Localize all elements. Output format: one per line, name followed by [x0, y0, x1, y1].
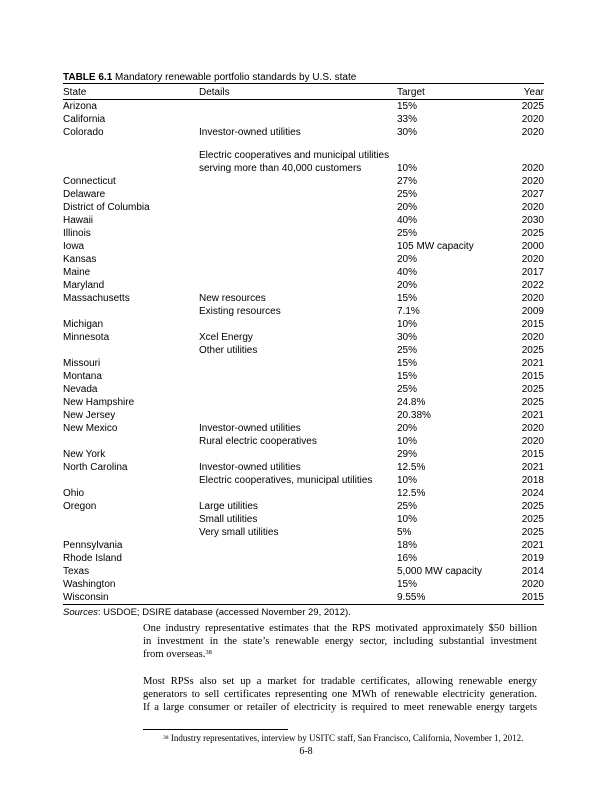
cell-details [199, 227, 397, 240]
table-row [63, 487, 544, 500]
cell-target: 10% [397, 475, 418, 486]
table-row [63, 253, 544, 266]
cell-year: 2019 [521, 553, 544, 564]
cell-state: District of Columbia [63, 202, 150, 213]
cell-state: Kansas [63, 254, 97, 265]
cell-target: 25% [397, 345, 418, 356]
table-row [63, 201, 544, 214]
table-row [63, 552, 544, 565]
cell-target: 33% [397, 114, 418, 125]
text-line: in investment in the state’s renewable energy sector, including substantial investment [143, 636, 537, 648]
cell-state [63, 344, 199, 357]
cell-state [63, 474, 199, 487]
cell-details [199, 591, 397, 605]
table-sources [63, 607, 544, 619]
text-line: Most RPSs also set up a market for tradable certificates, allowing renewable energy [143, 675, 537, 687]
cell-state: Ohio [63, 488, 85, 499]
cell-year: 2018 [521, 475, 544, 486]
cell-target: 30% [397, 332, 418, 343]
table-row [63, 383, 544, 396]
cell-target: 20% [397, 280, 418, 291]
cell-state: Arizona [63, 101, 97, 112]
cell-year: 2025 [521, 514, 544, 525]
table-row [63, 113, 544, 126]
cell-details: Other utilities [199, 345, 258, 356]
rps-table [63, 84, 544, 605]
cell-details [199, 578, 397, 591]
cell-state: Pennsylvania [63, 540, 123, 551]
cell-year: 2025 [521, 384, 544, 395]
table-row [63, 266, 544, 279]
table-row [63, 188, 544, 201]
table-row [63, 513, 544, 526]
cell-state: Connecticut [63, 176, 116, 187]
cell-details: Xcel Energy [199, 332, 253, 343]
cell-target: 7.1% [397, 306, 420, 317]
cell-details [199, 409, 397, 422]
footnote-separator-rule [143, 729, 288, 730]
cell-target: 40% [397, 267, 418, 278]
cell-details: Investor-owned utilities [199, 462, 301, 473]
rps-table-block [63, 72, 544, 619]
cell-target: 25% [397, 501, 418, 512]
paragraph-1-last-line [143, 648, 537, 661]
cell-target: 24.8% [397, 397, 426, 408]
cell-year: 2020 [521, 114, 544, 125]
cell-target: 16% [397, 553, 418, 564]
cell-details: Investor-owned utilities [199, 127, 301, 138]
cell-details: Investor-owned utilities [199, 423, 301, 434]
sources-text: : USDOE; DSIRE database (accessed November 29, 2012). [97, 607, 351, 618]
cell-target: 18% [397, 540, 418, 551]
paragraph-1-last-line-text: from overseas. [143, 649, 206, 661]
cell-year: 2025 [521, 527, 544, 538]
cell-details [199, 487, 397, 500]
column-header-state: State [63, 84, 199, 100]
page-number: 6-8 [299, 746, 313, 757]
cell-details [199, 214, 397, 227]
cell-state [63, 139, 199, 175]
table-title-text: Mandatory renewable portfolio standards by U.S. state [112, 72, 357, 83]
cell-year: 2022 [521, 280, 544, 291]
cell-target: 20% [397, 254, 418, 265]
cell-state: Rhode Island [63, 553, 122, 564]
cell-year: 2025 [521, 501, 544, 512]
cell-state: New Jersey [63, 410, 116, 421]
cell-year: 2025 [521, 345, 544, 356]
cell-details: Electric cooperatives and municipal utilities serving more than 40,000 customers [199, 150, 390, 174]
table-row [63, 357, 544, 370]
cell-details: Very small utilities [199, 527, 279, 538]
cell-details [199, 396, 397, 409]
cell-year: 2021 [521, 462, 544, 473]
cell-year: 2025 [521, 228, 544, 239]
cell-details [199, 201, 397, 214]
cell-details [199, 448, 397, 461]
cell-target: 10% [397, 163, 418, 174]
cell-year: 2030 [521, 215, 544, 226]
cell-details [199, 100, 397, 114]
cell-year: 2021 [521, 358, 544, 369]
table-row [63, 474, 544, 487]
table-row [63, 396, 544, 409]
table-row [63, 565, 544, 578]
cell-details [199, 253, 397, 266]
cell-state: New York [63, 449, 106, 460]
cell-details [199, 370, 397, 383]
cell-year: 2020 [521, 436, 544, 447]
cell-details: Electric cooperatives, municipal utilities [199, 475, 373, 486]
cell-target: 30% [397, 127, 418, 138]
cell-year: 2020 [521, 423, 544, 434]
table-row [63, 139, 544, 175]
header-row [63, 84, 544, 100]
cell-target: 15% [397, 579, 418, 590]
cell-year: 2020 [521, 202, 544, 213]
cell-details [199, 279, 397, 292]
table-row [63, 305, 544, 318]
table-row [63, 578, 544, 591]
table-row [63, 100, 544, 114]
cell-year: 2025 [521, 397, 544, 408]
cell-state: Colorado [63, 127, 104, 138]
cell-state: Wisconsin [63, 592, 109, 603]
table-title-number: TABLE 6.1 [63, 72, 113, 83]
cell-target: 15% [397, 101, 418, 112]
cell-target: 20% [397, 423, 418, 434]
cell-year: 2020 [521, 127, 544, 138]
cell-state: Maryland [63, 280, 105, 291]
cell-target: 10% [397, 514, 418, 525]
cell-details [199, 565, 397, 578]
cell-state: New Mexico [63, 423, 118, 434]
cell-target: 20.38% [397, 410, 431, 421]
cell-details: New resources [199, 293, 266, 304]
cell-target: 10% [397, 436, 418, 447]
cell-target: 20% [397, 202, 418, 213]
cell-year: 2009 [521, 306, 544, 317]
cell-target: 29% [397, 449, 418, 460]
table-row [63, 292, 544, 305]
column-header-target: Target [397, 84, 500, 100]
cell-state: Maine [63, 267, 91, 278]
cell-details: Small utilities [199, 514, 258, 525]
cell-year: 2015 [521, 592, 544, 603]
cell-details [199, 383, 397, 396]
table-row [63, 409, 544, 422]
cell-target: 9.55% [397, 592, 426, 603]
table-title [63, 72, 544, 84]
table-row [63, 461, 544, 474]
text-line: If a large consumer or retailer of electricity is required to meet renewable energy targets [143, 702, 537, 714]
cell-state: Minnesota [63, 332, 110, 343]
cell-state: Oregon [63, 501, 97, 512]
cell-state: Texas [63, 566, 90, 577]
cell-state [63, 305, 199, 318]
table-row [63, 500, 544, 513]
cell-target: 25% [397, 189, 418, 200]
table-row [63, 526, 544, 539]
cell-state [63, 435, 199, 448]
table-row [63, 422, 544, 435]
paragraph-2-lines [143, 675, 537, 715]
table-row [63, 175, 544, 188]
cell-target: 15% [397, 371, 418, 382]
column-header-details: Details [199, 84, 397, 100]
cell-target: 12.5% [397, 462, 426, 473]
table-row [63, 126, 544, 139]
cell-details [199, 188, 397, 201]
text-line: One industry representative estimates that the RPS motivated approximately $50 billion [143, 623, 537, 634]
footnote-number: 38 [163, 734, 169, 741]
cell-year: 2015 [521, 371, 544, 382]
cell-target: 25% [397, 384, 418, 395]
footnote-text: Industry representatives, interview by USITC staff, San Francisco, California, November 1, 2012. [170, 733, 524, 743]
cell-state: Montana [63, 371, 102, 382]
cell-year: 2021 [521, 540, 544, 551]
cell-state: Hawaii [63, 215, 94, 226]
cell-target: 12.5% [397, 488, 426, 499]
cell-year: 2020 [521, 579, 544, 590]
cell-state: New Hampshire [63, 397, 135, 408]
cell-state: Massachusetts [63, 293, 130, 304]
cell-target: 25% [397, 228, 418, 239]
cell-year: 2015 [521, 449, 544, 460]
cell-year: 2025 [521, 101, 544, 112]
cell-details [199, 552, 397, 565]
cell-year: 2027 [521, 189, 544, 200]
rps-table-body [63, 100, 544, 605]
cell-state: Illinois [63, 228, 91, 239]
table-row [63, 344, 544, 357]
paragraph-2 [143, 675, 537, 715]
table-row [63, 214, 544, 227]
cell-details [199, 113, 397, 126]
table-row [63, 370, 544, 383]
cell-year: 2020 [521, 332, 544, 343]
cell-year: 2017 [521, 267, 544, 278]
cell-target: 105 MW capacity [397, 241, 474, 252]
column-header-year: Year [500, 84, 544, 100]
cell-details [199, 539, 397, 552]
cell-state: Iowa [63, 241, 85, 252]
cell-state: North Carolina [63, 462, 128, 473]
cell-year: 2021 [521, 410, 544, 421]
cell-target: 15% [397, 293, 418, 304]
cell-year: 2015 [521, 319, 544, 330]
cell-details [199, 240, 397, 253]
cell-target: 5% [397, 527, 412, 538]
table-row [63, 240, 544, 253]
table-row [63, 435, 544, 448]
cell-year: 2014 [521, 566, 544, 577]
cell-state: California [63, 114, 106, 125]
cell-state [63, 513, 199, 526]
cell-details [199, 266, 397, 279]
cell-state: Michigan [63, 319, 104, 330]
cell-year: 2020 [521, 254, 544, 265]
table-row [63, 591, 544, 605]
cell-state: Nevada [63, 384, 98, 395]
table-row [63, 318, 544, 331]
cell-details: Existing resources [199, 306, 281, 317]
sources-label: Sources [63, 607, 98, 618]
cell-details: Rural electric cooperatives [199, 436, 317, 447]
cell-details [199, 357, 397, 370]
footnote [143, 733, 543, 744]
body-text [143, 622, 537, 714]
cell-state [63, 526, 199, 539]
cell-year: 2024 [521, 488, 544, 499]
cell-year: 2020 [521, 163, 544, 174]
cell-state: Delaware [63, 189, 106, 200]
cell-year: 2020 [521, 293, 544, 304]
table-row [63, 539, 544, 552]
footnote-reference-38: 38 [205, 649, 212, 657]
cell-details [199, 175, 397, 188]
cell-state: Washington [63, 579, 116, 590]
cell-state: Missouri [63, 358, 101, 369]
table-row [63, 331, 544, 344]
rps-table-header [63, 84, 544, 100]
paragraph-1 [143, 622, 537, 662]
cell-details [199, 318, 397, 331]
cell-details: Large utilities [199, 501, 258, 512]
cell-target: 40% [397, 215, 418, 226]
cell-target: 10% [397, 319, 418, 330]
table-row [63, 448, 544, 461]
cell-year: 2000 [521, 241, 544, 252]
cell-year: 2020 [521, 176, 544, 187]
text-line: generators to sell certificates representing one MWh of renewable electricity generation. [143, 689, 537, 700]
table-row [63, 227, 544, 240]
cell-target: 5,000 MW capacity [397, 566, 483, 577]
paragraph-1-lines [143, 622, 537, 648]
cell-target: 27% [397, 176, 418, 187]
table-row [63, 279, 544, 292]
cell-target: 15% [397, 358, 418, 369]
